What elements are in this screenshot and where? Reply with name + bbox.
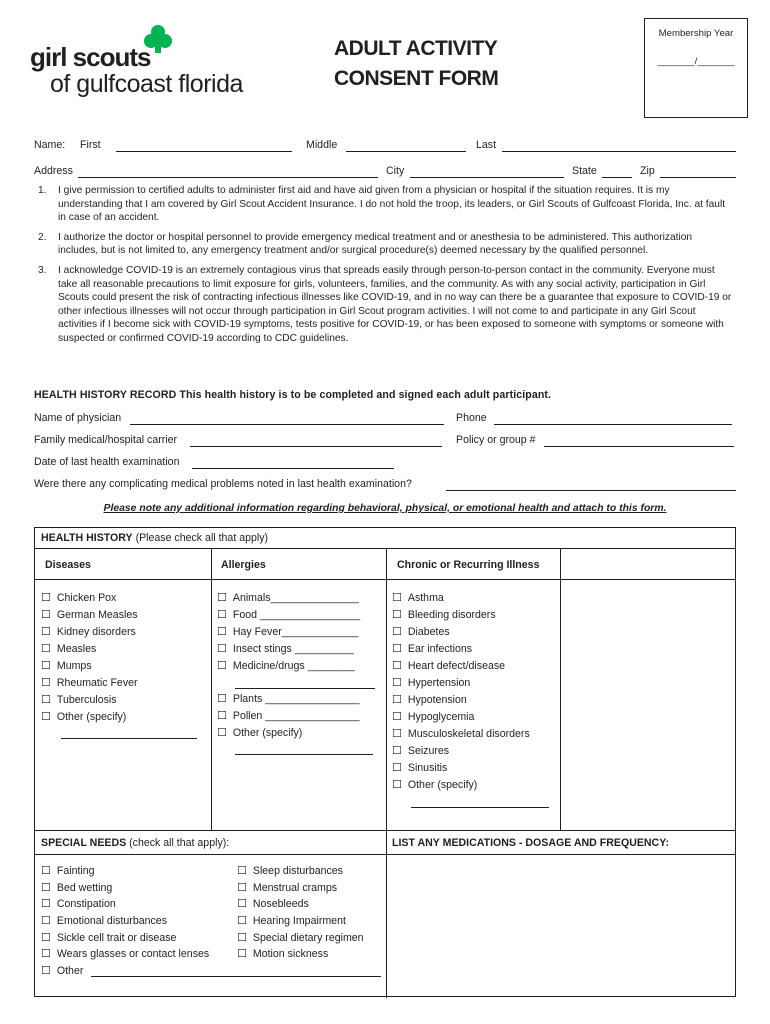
checkbox-motion-sickness[interactable]: ☐ Motion sickness bbox=[237, 947, 328, 960]
medications-title: LIST ANY MEDICATIONS - DOSAGE AND FREQUENCY: bbox=[392, 837, 670, 849]
zip-field[interactable] bbox=[660, 177, 736, 178]
address-field[interactable] bbox=[78, 177, 378, 178]
title-line2: CONSENT FORM bbox=[334, 67, 499, 90]
first-label: First bbox=[80, 139, 101, 151]
col-chronic: Chronic or Recurring Illness bbox=[397, 559, 540, 571]
checkbox-hay-fever[interactable]: ☐ Hay Fever_____________ bbox=[217, 625, 358, 638]
physician-field[interactable] bbox=[130, 424, 444, 425]
address-row bbox=[34, 165, 736, 181]
first-name-field[interactable] bbox=[116, 151, 292, 152]
checkbox-hypoglycemia[interactable]: ☐ Hypoglycemia bbox=[392, 710, 474, 723]
city-label: City bbox=[386, 165, 405, 177]
checkbox-hypertension[interactable]: ☐ Hypertension bbox=[392, 676, 470, 689]
health-history-title: HEALTH HISTORY (Please check all that apply) bbox=[41, 532, 269, 544]
checkbox-pollen[interactable]: ☐ Pollen ________________ bbox=[217, 709, 360, 722]
checkbox-measles[interactable]: ☐ Measles bbox=[41, 642, 96, 655]
physician-row bbox=[34, 412, 736, 428]
form-title bbox=[334, 34, 498, 94]
statement-item: 2. I authorize the doctor or hospital personnel to provide emergency medical treatment and or anesthesia to be administered. This authorization includes, but is not limited to, any emergency treatment and/or surgical procedure(s) deemed necessary by the qualified personnel. bbox=[38, 231, 693, 257]
name-row bbox=[34, 139, 736, 155]
diseases-other-field[interactable] bbox=[61, 738, 197, 739]
last-label: Last bbox=[476, 139, 497, 151]
checkbox-mumps[interactable]: ☐ Mumps bbox=[41, 659, 92, 672]
checkbox-food[interactable]: ☐ Food _________________ bbox=[217, 608, 360, 621]
checkbox-kidney-disorders[interactable]: ☐ Kidney disorders bbox=[41, 625, 136, 638]
checkbox-constipation[interactable]: ☐ Constipation bbox=[41, 897, 116, 910]
checkbox-emotional-disturbances[interactable]: ☐ Emotional disturbances bbox=[41, 914, 167, 927]
checkbox-heart-defect[interactable]: ☐ Heart defect/disease bbox=[392, 659, 505, 672]
membership-year-blank[interactable]: _______/_______ bbox=[657, 56, 735, 67]
checkbox-allergies-other[interactable]: ☐ Other (specify) bbox=[217, 726, 302, 739]
carrier-field[interactable] bbox=[190, 446, 442, 447]
checkbox-german-measles[interactable]: ☐ German Measles bbox=[41, 608, 138, 621]
checkbox-medicine-drugs[interactable]: ☐ Medicine/drugs ________ bbox=[217, 659, 355, 672]
complications-label: Were there any complicating medical problems noted in last health examination? bbox=[34, 478, 412, 490]
complications-field[interactable] bbox=[446, 490, 736, 491]
state-field[interactable] bbox=[602, 177, 632, 178]
middle-name-field[interactable] bbox=[346, 151, 466, 152]
carrier-label: Family medical/hospital carrier bbox=[34, 434, 178, 446]
checkbox-glasses-contacts[interactable]: ☐ Wears glasses or contact lenses bbox=[41, 947, 209, 960]
checkbox-chicken-pox[interactable]: ☐ Chicken Pox bbox=[41, 591, 116, 604]
logo-line2: of gulfcoast florida bbox=[50, 70, 243, 98]
divider bbox=[211, 548, 212, 830]
checkbox-animals[interactable]: ☐ Animals_______________ bbox=[217, 591, 359, 604]
special-other-field[interactable] bbox=[91, 976, 381, 977]
checkbox-tuberculosis[interactable]: ☐ Tuberculosis bbox=[41, 693, 117, 706]
checkbox-special-dietary[interactable]: ☐ Special dietary regimen bbox=[237, 931, 364, 944]
health-history-table bbox=[34, 527, 736, 997]
checkbox-sinusitis[interactable]: ☐ Sinusitis bbox=[392, 761, 447, 774]
checkbox-ear-infections[interactable]: ☐ Ear infections bbox=[392, 642, 472, 655]
complications-row bbox=[34, 478, 736, 494]
last-name-field[interactable] bbox=[502, 151, 736, 152]
carrier-row bbox=[34, 434, 736, 450]
phone-field[interactable] bbox=[494, 424, 732, 425]
membership-year-box[interactable] bbox=[644, 18, 748, 118]
policy-field[interactable] bbox=[544, 446, 734, 447]
last-exam-row bbox=[34, 456, 736, 472]
chronic-other-field[interactable] bbox=[411, 807, 549, 808]
checkbox-hearing-impairment[interactable]: ☐ Hearing Impairment bbox=[237, 914, 346, 927]
policy-label: Policy or group # bbox=[456, 434, 536, 446]
divider bbox=[35, 548, 735, 549]
medicine-drugs-field[interactable] bbox=[235, 688, 375, 689]
checkbox-nosebleeds[interactable]: ☐ Nosebleeds bbox=[237, 897, 309, 910]
checkbox-hypotension[interactable]: ☐ Hypotension bbox=[392, 693, 467, 706]
health-record-heading: HEALTH HISTORY RECORD This health history is to be completed and signed each adult participant. bbox=[34, 389, 552, 401]
phone-label: Phone bbox=[456, 412, 487, 424]
city-field[interactable] bbox=[410, 177, 564, 178]
medications-field[interactable] bbox=[387, 855, 736, 997]
checkbox-diabetes[interactable]: ☐ Diabetes bbox=[392, 625, 450, 638]
special-needs-title: SPECIAL NEEDS (check all that apply): bbox=[41, 837, 230, 849]
col-allergies: Allergies bbox=[221, 559, 266, 571]
additional-info-note: Please note any additional information regarding behavioral, physical, or emotional health and attach to this form. bbox=[103, 503, 667, 514]
checkbox-chronic-other[interactable]: ☐ Other (specify) bbox=[392, 778, 477, 791]
name-label: Name: bbox=[34, 139, 66, 151]
last-exam-field[interactable] bbox=[192, 468, 394, 469]
last-exam-label: Date of last health examination bbox=[34, 456, 180, 468]
checkbox-bed-wetting[interactable]: ☐ Bed wetting bbox=[41, 881, 112, 894]
logo-line1: girl scouts bbox=[30, 42, 151, 72]
allergies-other-field[interactable] bbox=[235, 754, 373, 755]
divider bbox=[35, 830, 735, 831]
state-label: State bbox=[572, 165, 597, 177]
checkbox-bleeding-disorders[interactable]: ☐ Bleeding disorders bbox=[392, 608, 496, 621]
checkbox-seizures[interactable]: ☐ Seizures bbox=[392, 744, 449, 757]
middle-label: Middle bbox=[306, 139, 338, 151]
statement-item: 3. I acknowledge COVID-19 is an extremely contagious virus that spreads easily through person-to-person contact in the community. Everyone must take all reasonable precautions to limit exposure for girls, volunteers, families, and the community. As with any social activity, participation in Girl Scouts could present the risk of contracting infectious illnesses like COVID-19, and in no way can there be a guarantee that exposure to COVID-19 or other infectious illnesses will not occur through participation in Girl Scout program activities. I will not come to and participate in any Girl Scout activities if I become sick with COVID-19 symptoms, tests positive for COVID-19, or has been exposed to someone with symptoms or someone with suspected or confirmed COVID-19 according to CDC guidelines. bbox=[38, 264, 732, 344]
checkbox-sickle-cell[interactable]: ☐ Sickle cell trait or disease bbox=[41, 931, 176, 944]
membership-year-label: Membership Year bbox=[658, 28, 734, 39]
consent-statements bbox=[34, 184, 734, 352]
checkbox-insect-stings[interactable]: ☐ Insect stings __________ bbox=[217, 642, 354, 655]
physician-label: Name of physician bbox=[34, 412, 122, 424]
statement-item: 1. I give permission to certified adults to administer first aid and have aid given from a physician or hospital if the situation requires. It is my understanding that I am covered by Girl Scout Accident Insurance. I do not hold the troop, its leaders, or Girl Scouts of Gulfcoast Florida, Inc. at fault in case of an accident. bbox=[38, 185, 726, 224]
checkbox-special-other[interactable]: ☐ Other bbox=[41, 964, 83, 977]
checkbox-plants[interactable]: ☐ Plants ________________ bbox=[217, 692, 360, 705]
checkbox-musculoskeletal[interactable]: ☐ Musculoskeletal disorders bbox=[392, 727, 530, 740]
divider bbox=[560, 548, 561, 830]
checkbox-menstrual-cramps[interactable]: ☐ Menstrual cramps bbox=[237, 881, 337, 894]
logo bbox=[30, 24, 270, 104]
address-label: Address bbox=[34, 165, 73, 177]
checkbox-fainting[interactable]: ☐ Fainting bbox=[41, 864, 95, 877]
checkbox-diseases-other[interactable]: ☐ Other (specify) bbox=[41, 710, 126, 723]
checkbox-asthma[interactable]: ☐ Asthma bbox=[392, 591, 444, 604]
divider bbox=[35, 579, 735, 580]
checkbox-rheumatic-fever[interactable]: ☐ Rheumatic Fever bbox=[41, 676, 138, 689]
zip-label: Zip bbox=[640, 165, 655, 177]
title-line1: ADULT ACTIVITY bbox=[334, 37, 498, 60]
checkbox-sleep-disturbances[interactable]: ☐ Sleep disturbances bbox=[237, 864, 343, 877]
col-diseases: Diseases bbox=[45, 559, 91, 571]
